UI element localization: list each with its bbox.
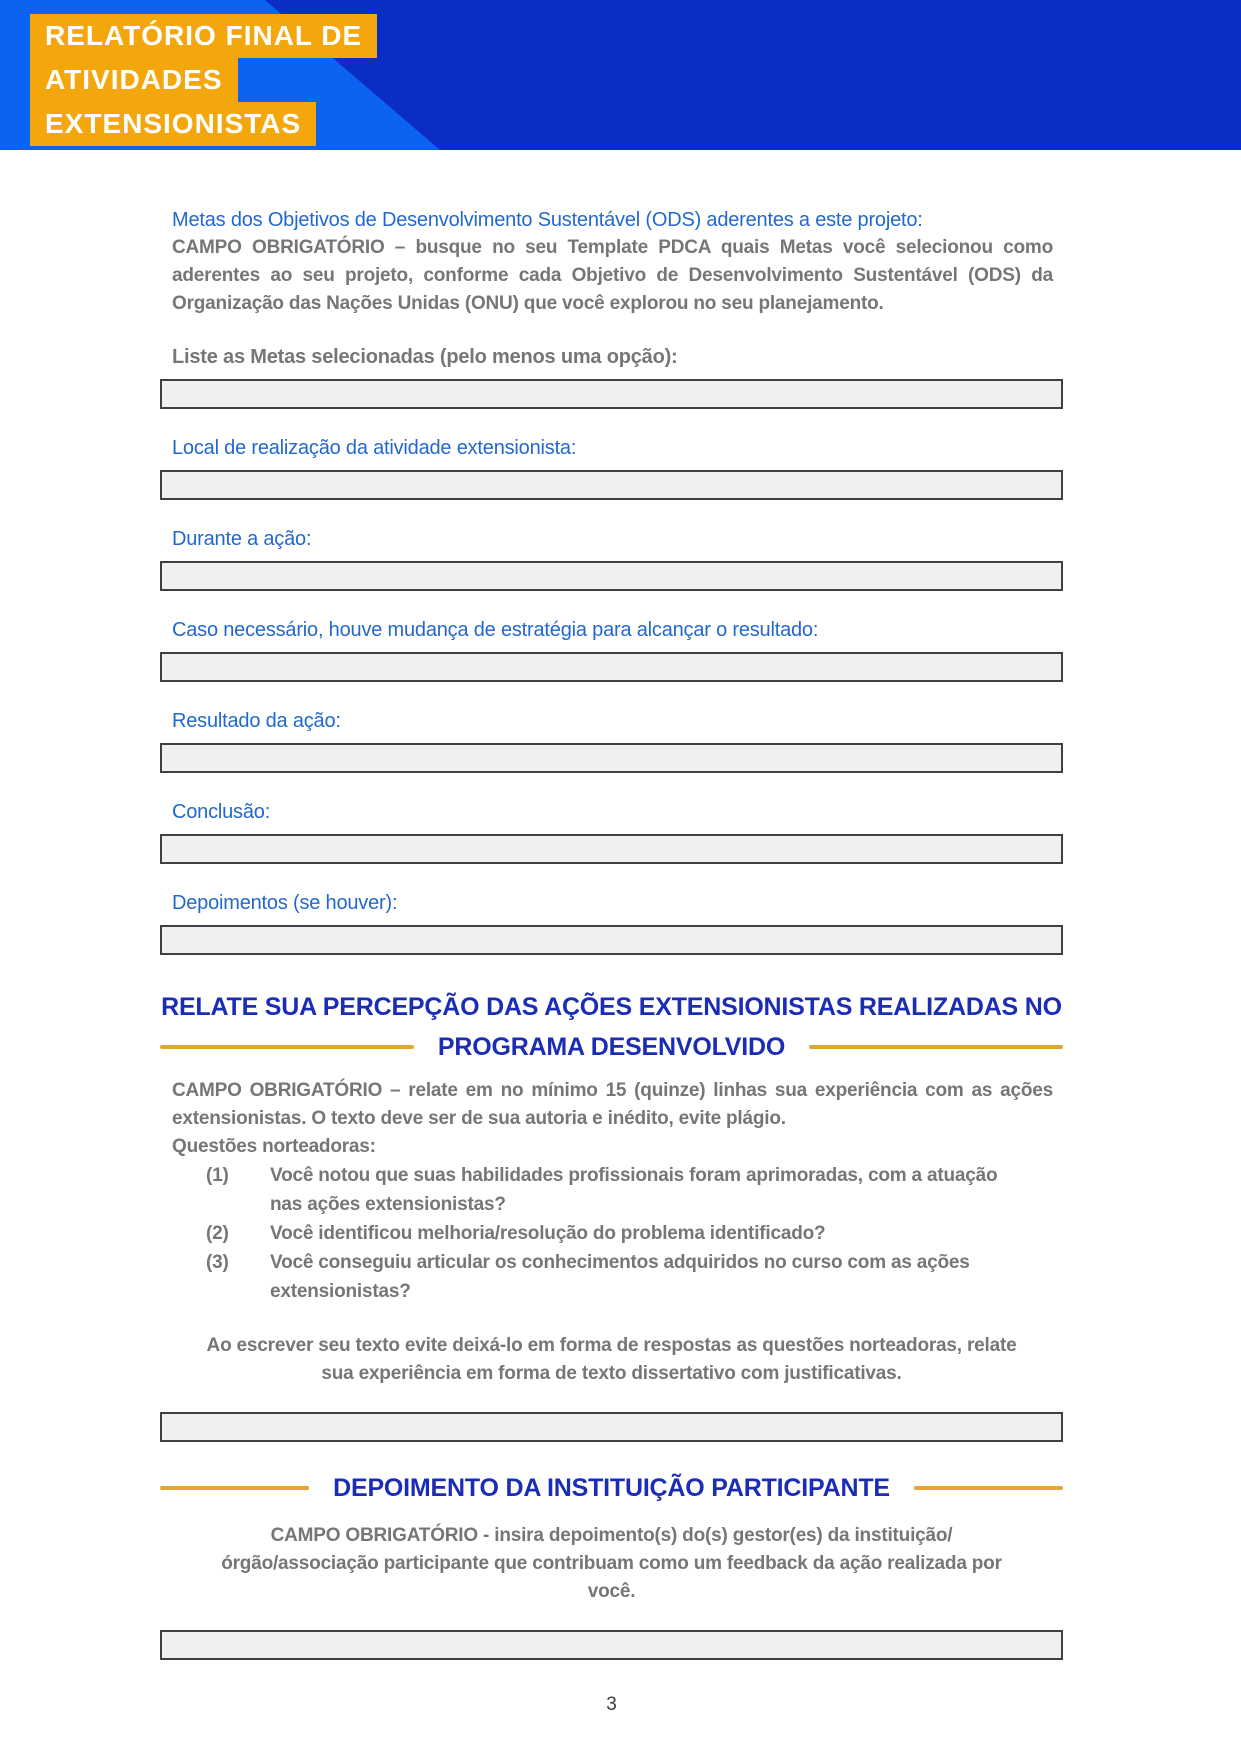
question-text: Você identificou melhoria/resolução do problema identificado? [270,1223,826,1244]
depoimento-section-title [160,1472,1063,1504]
input-liste-metas[interactable] [160,379,1063,409]
field-label-mudanca-estrategia: Caso necessário, houve mudança de estratégia para alcançar o resultado: [172,619,819,641]
input-conclusao[interactable] [160,834,1063,864]
field-label-liste-metas: Liste as Metas selecionadas (pelo menos uma opção): [172,346,678,368]
gold-rule-right [809,1045,1063,1049]
input-depoimentos[interactable] [160,925,1063,955]
input-depoimento-instituicao[interactable] [160,1630,1063,1660]
gold-rule-left [160,1486,309,1490]
field-durante-acao [160,526,1063,591]
percepcao-instructions: CAMPO OBRIGATÓRIO – relate em no mínimo 15 (quinze) linhas sua experiência com as ações extensionistas. O texto deve ser de sua autoria e inédito, evite plágio. [172,1080,1053,1129]
ods-section-heading: Metas dos Objetivos de Desenvolvimento Sustentável (ODS) aderentes a este projeto: [172,209,923,231]
field-depoimentos [160,890,1063,955]
field-conclusao [160,799,1063,864]
page-number: 3 [606,1694,617,1715]
field-label-depoimentos: Depoimentos (se houver): [172,892,398,914]
percepcao-title-line-2-text: PROGRAMA DESENVOLVIDO [437,1033,786,1061]
page-header-banner [0,0,1241,150]
question-item-2 [160,1219,1063,1248]
ods-instructions: CAMPO OBRIGATÓRIO – busque no seu Template PDCA quais Metas você selecionou como aderentes ao seu projeto, conforme cada Objetivo de Desenvolvimento Sustentável (ODS) da Organização das Nações Unidas (ONU) que você explorou no seu planejamento. [172,237,1053,314]
questions-label: Questões norteadoras: [172,1136,376,1157]
field-mudanca-estrategia [160,617,1063,682]
input-durante-acao[interactable] [160,561,1063,591]
question-number: (1) [206,1165,229,1186]
question-item-1 [160,1161,1063,1219]
depoimento-instructions: CAMPO OBRIGATÓRIO - insira depoimento(s) do(s) gestor(es) da instituição/órgão/associação participante que contribuam como um feedback da ação realizada por você. [221,1525,1002,1602]
input-mudanca-estrategia[interactable] [160,652,1063,682]
question-number: (2) [206,1223,229,1244]
gold-rule-right [914,1486,1063,1490]
input-local-realizacao[interactable] [160,470,1063,500]
field-liste-metas [160,344,1063,409]
question-text: Você conseguiu articular os conhecimentos adquiridos no curso com as ações extensionistas? [270,1252,970,1302]
field-local-realizacao [160,435,1063,500]
field-label-conclusao: Conclusão: [172,801,271,823]
question-number: (3) [206,1252,229,1273]
field-label-durante-acao: Durante a ação: [172,528,312,550]
percepcao-note: Ao escrever seu texto evite deixá-lo em forma de respostas as questões norteadoras, relate sua experiência em forma de texto dissertativo com justificativas. [206,1335,1017,1384]
percepcao-section-title [160,991,1063,1063]
percepcao-title-line-1: RELATE SUA PERCEPÇÃO DAS AÇÕES EXTENSIONISTAS REALIZADAS NO [161,993,1062,1021]
gold-rule-left [160,1045,414,1049]
report-title-line-3: EXTENSIONISTAS [30,102,316,146]
question-item-3 [160,1248,1063,1306]
depoimento-title-text: DEPOIMENTO DA INSTITUIÇÃO PARTICIPANTE [333,1474,890,1502]
input-resultado-acao[interactable] [160,743,1063,773]
field-label-resultado-acao: Resultado da ação: [172,710,341,732]
guiding-questions-list [160,1161,1063,1306]
report-title-line-2: ATIVIDADES [30,58,238,102]
input-percepcao-texto[interactable] [160,1412,1063,1442]
field-label-local-realizacao: Local de realização da atividade extensionista: [172,437,577,459]
question-text: Você notou que suas habilidades profissionais foram aprimoradas, com a atuação nas ações extensionistas? [270,1165,998,1215]
report-title [30,14,377,146]
report-title-line-1: RELATÓRIO FINAL DE [30,14,377,58]
percepcao-title-line-2 [160,1031,1063,1063]
field-resultado-acao [160,708,1063,773]
form-content [0,150,1241,1716]
